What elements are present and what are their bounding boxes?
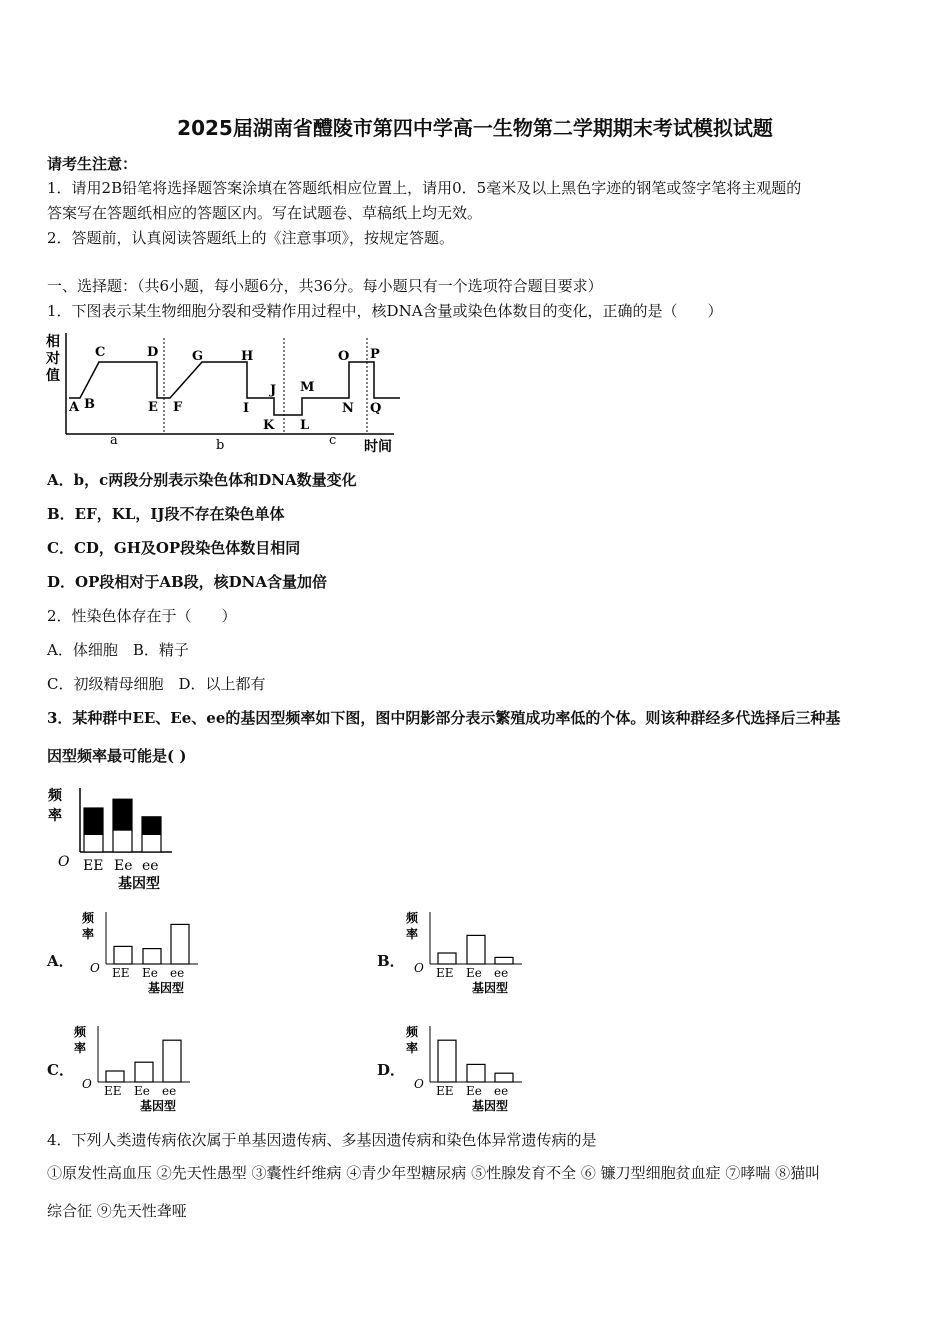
point-label: P: [370, 347, 380, 362]
point-label: L: [300, 418, 310, 433]
origin-label: O: [90, 961, 100, 975]
x-label: 时间: [364, 439, 392, 455]
category-label: EE: [104, 1084, 122, 1098]
option-a[interactable]: A．: [47, 952, 74, 970]
point-label: N: [342, 401, 354, 416]
origin-label: O: [82, 1077, 92, 1091]
bar-ee-shaded: [113, 799, 132, 830]
y-label-char: 率: [74, 1041, 87, 1055]
notice-line: 答案写在答题纸相应的答题区内。写在试题卷、草稿纸上均无效。: [47, 204, 483, 222]
bar-group: [438, 1040, 513, 1082]
option-d[interactable]: D．OP段相对于AB段，核DNA含量加倍: [47, 573, 328, 591]
x-label: 基因型: [472, 981, 509, 995]
bar-ee: [467, 935, 485, 964]
point-label: I: [243, 401, 250, 416]
question-stem: 3．某种群中EE、Ee、ee的基因型频率如下图，图中阴影部分表示繁殖成功率低的个体。则该种群经多代选择后三种基: [47, 709, 841, 727]
point-label: O: [338, 349, 350, 364]
y-label-char: 对: [46, 351, 60, 367]
option-b[interactable]: B．EF，KL，IJ段不存在染色单体: [47, 505, 285, 523]
option-a-chart[interactable]: [78, 908, 208, 1000]
category-label: ee: [494, 1084, 509, 1098]
bar-group: [114, 924, 189, 964]
question-stem: 因型频率最可能是( ): [47, 747, 187, 765]
point-label: M: [300, 380, 315, 395]
y-label-char: 频: [406, 1025, 419, 1039]
x-label: 基因型: [472, 1099, 509, 1113]
category-label: EE: [436, 966, 454, 980]
point-label: A: [69, 400, 80, 415]
category-label: Ee: [466, 966, 482, 980]
y-label-char: 率: [82, 927, 95, 941]
notice-line: 1．请用2B铅笔将选择题答案涂填在答题纸相应位置上，请用0．5毫米及以上黑色字迹的钢笔或签字笔将主观题的: [47, 179, 802, 197]
notice-heading: 请考生注意：: [47, 155, 138, 173]
bar-ee: [106, 1071, 124, 1082]
option-d-chart[interactable]: [402, 1022, 532, 1114]
option-c[interactable]: C．: [47, 1061, 74, 1079]
point-label: D: [147, 345, 159, 360]
question-stem: 4．下列人类遗传病依次属于单基因遗传病、多基因遗传病和染色体异常遗传病的是: [47, 1131, 597, 1149]
bar-ee: [114, 946, 132, 964]
question-stem: 1．下图表示某生物细胞分裂和受精作用过程中，核DNA含量或染色体数目的变化，正确的是（ ）: [47, 302, 723, 320]
bar-ee: [438, 1040, 456, 1082]
bar-ee-shaded: [142, 817, 161, 835]
category-label: ee: [170, 966, 185, 980]
question-stem: 2．性染色体存在于（ ）: [47, 607, 237, 625]
bar-group: [84, 799, 161, 852]
origin-label: O: [414, 1077, 424, 1091]
point-label: B: [84, 397, 95, 412]
category-label: Ee: [466, 1084, 482, 1098]
genotype-chart-main: [44, 782, 204, 894]
bar-ee: [171, 924, 189, 964]
notice-line: 2．答题前，认真阅读答题纸上的《注意事项》，按规定答题。: [47, 229, 455, 247]
y-label-char: 值: [46, 368, 60, 384]
category-label: EE: [112, 966, 130, 980]
category-label: ee: [162, 1084, 177, 1098]
point-label: G: [192, 349, 204, 364]
option-row[interactable]: C．初级精母细胞 D．以上都有: [47, 675, 266, 693]
origin-label: O: [58, 854, 70, 870]
dna-chromosome-chart: [44, 330, 414, 460]
point-label: K: [263, 418, 275, 433]
y-label-char: 相: [46, 334, 60, 350]
bar-group: [106, 1040, 181, 1082]
x-label: 基因型: [140, 1099, 177, 1113]
segment-label: a: [110, 433, 118, 448]
point-label: E: [148, 400, 158, 415]
x-label: 基因型: [118, 876, 160, 892]
y-label-char: 频: [406, 911, 419, 925]
option-b[interactable]: B．: [377, 952, 405, 970]
point-label: H: [241, 349, 254, 364]
category-label: EE: [83, 858, 104, 874]
bar-ee: [438, 953, 456, 964]
bar-ee: [135, 1062, 153, 1082]
option-a[interactable]: A．b，c两段分别表示染色体和DNA数量变化: [47, 471, 357, 489]
y-label-char: 率: [406, 1041, 419, 1055]
bar-ee-unshaded: [84, 834, 103, 852]
point-label: J: [270, 383, 277, 398]
bar-ee: [467, 1064, 485, 1082]
segment-label: c: [329, 433, 337, 448]
category-label: Ee: [134, 1084, 150, 1098]
category-label: EE: [436, 1084, 454, 1098]
category-label: Ee: [114, 858, 133, 874]
bar-ee: [495, 957, 513, 964]
bar-ee-shaded: [84, 808, 103, 834]
section-heading: 一、选择题：（共6小题，每小题6分，共36分。每小题只有一个选项符合题目要求）: [47, 277, 603, 295]
segment-label: b: [216, 438, 225, 453]
x-label: 基因型: [148, 981, 185, 995]
option-b-chart[interactable]: [402, 908, 532, 1000]
question-items: ①原发性高血压 ②先天性愚型 ③囊性纤维病 ④青少年型糖尿病 ⑤性腺发育不全 ⑥ 镰刀型细胞贫血症 ⑦哮喘 ⑧猫叫: [47, 1164, 821, 1182]
y-label-char: 率: [406, 927, 419, 941]
category-label: Ee: [142, 966, 158, 980]
y-label-char: 频: [74, 1025, 87, 1039]
y-label-char: 频: [48, 788, 62, 804]
point-label: Q: [370, 401, 382, 416]
category-label: ee: [494, 966, 509, 980]
y-label-char: 率: [48, 808, 62, 824]
option-c[interactable]: C．CD，GH及OP段染色体数目相同: [47, 539, 301, 557]
page-title: 2025届湖南省醴陵市第四中学高一生物第二学期期末考试模拟试题: [177, 116, 773, 140]
option-d[interactable]: D．: [377, 1061, 406, 1079]
option-c-chart[interactable]: [70, 1022, 200, 1114]
option-row[interactable]: A．体细胞 B．精子: [47, 641, 189, 659]
bar-group: [438, 935, 513, 964]
bar-ee-unshaded: [113, 830, 132, 852]
point-label: F: [173, 400, 183, 415]
bar-ee: [143, 949, 161, 964]
bar-ee: [163, 1040, 181, 1082]
question-items: 综合征 ⑨先天性聋哑: [47, 1202, 187, 1220]
y-label-char: 频: [82, 911, 95, 925]
point-label: C: [95, 345, 106, 360]
category-label: ee: [142, 858, 159, 874]
bar-ee: [495, 1073, 513, 1082]
bar-ee-unshaded: [142, 834, 161, 852]
origin-label: O: [414, 961, 424, 975]
